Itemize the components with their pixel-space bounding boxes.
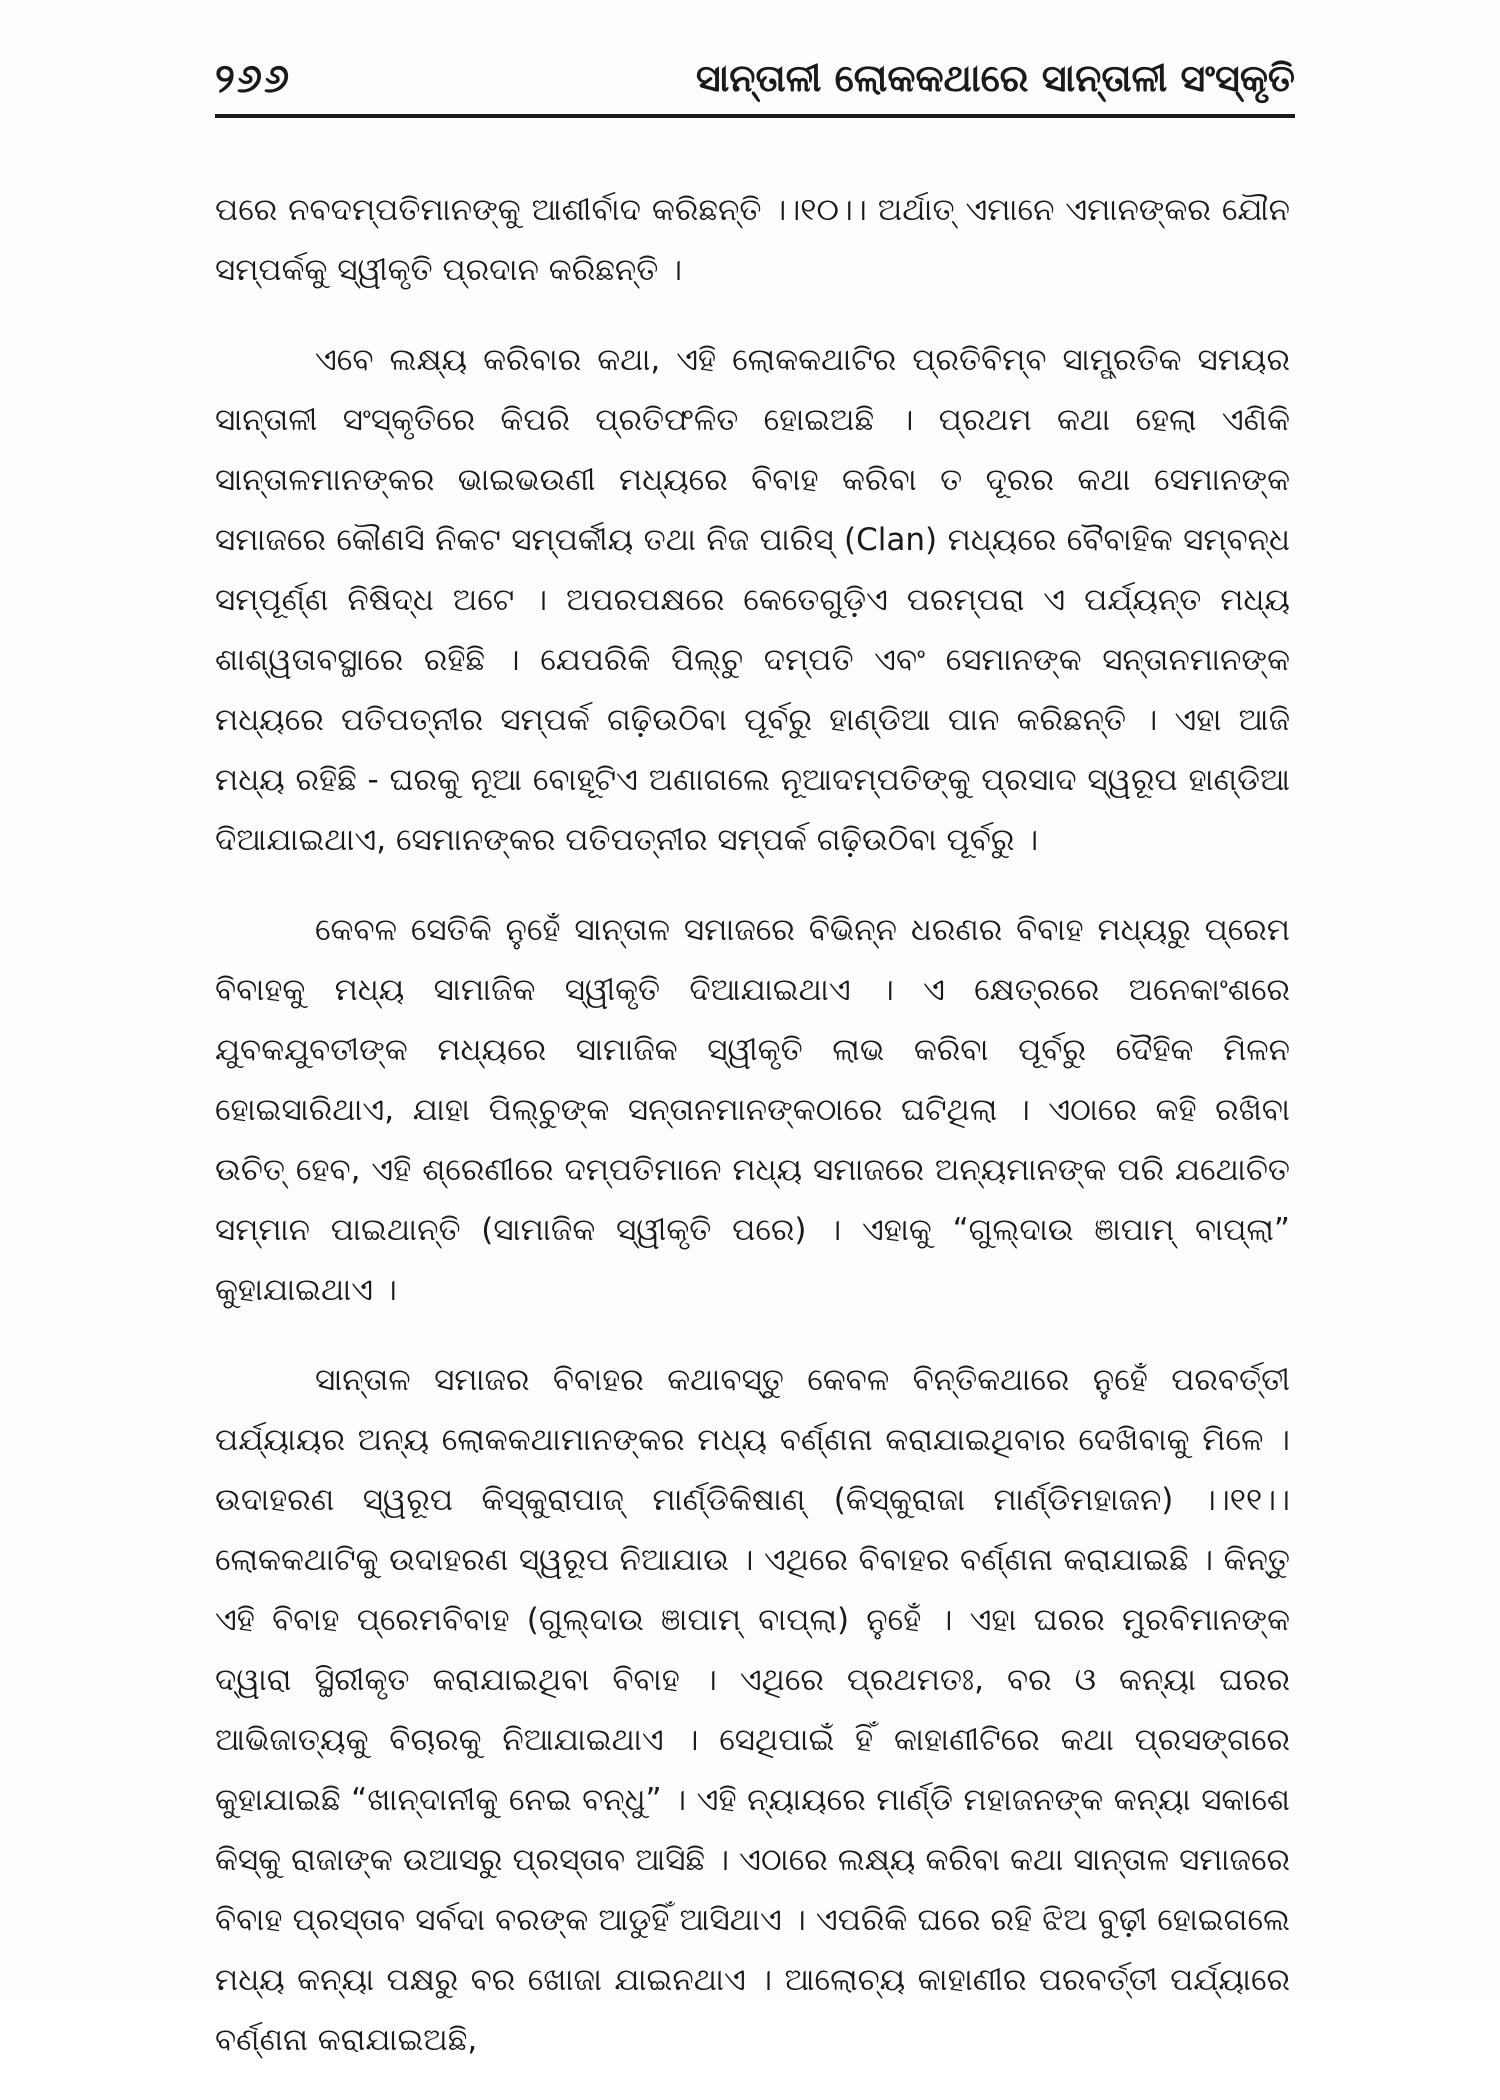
- paragraph-4: ସାନ୍ତାଳ ସମାଜର ବିବାହର କଥାବସ୍ତୁ କେବଳ ବିନ୍ତିକଥାରେ ନୁହେଁ ପରବର୍ତ୍ତୀ ପର୍ଯ୍ୟାୟର ଅନ୍ୟ ଲୋକକଥାମାନଙ୍କର ମଧ୍ୟ ବର୍ଣ୍ଣନା କରାଯାଇଥିବାର ଦେଖିବାକୁ ମିଳେ । ଉଦାହରଣ ସ୍ୱରୂପ କିସ୍କୁରାପାଜ୍ ମାର୍ଣ୍ଡିକିଷାଣ୍ (କିସ୍କୁରାଜା ମାର୍ଣ୍ଡିମହାଜନ) ।।୧୧।। ଲୋକକଥାଟିକୁ ଉଦାହରଣ ସ୍ୱରୂପ ନିଆଯାଉ । ଏଥିରେ ବିବାହର ବର୍ଣ୍ଣନା କରାଯାଇଛି । କିନ୍ତୁ ଏହି ବିବାହ ପ୍ରେମବିବାହ (ଗୁଲ୍‌ଦାଉ ଞାପାମ୍ ବାପ୍ଲା) ନୁହେଁ । ଏହା ଘରର ମୁରବିମାନଙ୍କ ଦ୍ୱାରା ସ୍ଥିରୀକୃତ କରାଯାଇଥିବା ବିବାହ । ଏଥିରେ ପ୍ରଥମତଃ, ବର ଓ କନ୍ୟା ଘରର ଆଭିଜାତ୍ୟକୁ ବିଚାରକୁ ନିଆଯାଇଥାଏ । ସେଥିପାଇଁ ହିଁ କାହାଣୀଟିରେ କଥା ପ୍ରସଙ୍ଗରେ କୁହାଯାଇଛି “ଖାନ୍‌ଦାନୀକୁ ନେଇ ବନ୍ଧୁ” । ଏହି ନ୍ୟାୟରେ ମାର୍ଣ୍ଡି ମହାଜନଙ୍କ କନ୍ୟା ସକାଶେ କିସ୍କୁ ରାଜାଙ୍କ ଉଆସରୁ ପ୍ରସ୍ତାବ ଆସିଛି । ଏଠାରେ ଲକ୍ଷ୍ୟ କରିବା କଥା ସାନ୍ତାଳ ସମାଜରେ ବିବାହ ପ୍ରସ୍ତାବ ସର୍ବଦା ବରଙ୍କ ଆଡୁହିଁ ଆସିଥାଏ । ଏପରିକି ଘରେ ରହି ଝିଅ ବୁଢ଼ୀ ହୋଇଗଲେ ମଧ୍ୟ କନ୍ୟା ପକ୍ଷରୁ ବର ଖୋଜା ଯାଇନଥାଏ । ଆଲୋଚ୍ୟ କାହାଣୀର ପରବର୍ତ୍ତୀ ପର୍ଯ୍ୟାରେ ବର୍ଣ୍ଣନା କରାଯାଇଅଛି,: [215, 1362, 1290, 2058]
- running-title: ସାନ୍ତାଳୀ ଲୋକକଥାରେ ସାନ୍ତାଳୀ ସଂସ୍କୃତି: [695, 56, 1295, 100]
- body-text: [215, 180, 1290, 2100]
- page-header: [215, 52, 1295, 122]
- paragraph-1: ପରେ ନବଦମ୍ପତିମାନଙ୍କୁ ଆଶୀର୍ବାଦ କରିଛନ୍ତି ।।୧୦।। ଅର୍ଥାତ୍ ଏମାନେ ଏମାନଙ୍କର ଯୌନ ସମ୍ପର୍କକୁ ସ୍ୱୀକୃତି ପ୍ରଦାନ କରିଛନ୍ତି ।: [215, 192, 1290, 288]
- paragraph-2: ଏବେ ଲକ୍ଷ୍ୟ କରିବାର କଥା, ଏହି ଲୋକକଥାଟିର ପ୍ରତିବିମ୍ବ ସାମ୍ପ୍ରତିକ ସମୟର ସାନ୍ତାଳୀ ସଂସ୍କୃତିରେ କିପରି ପ୍ରତିଫଳିତ ହୋଇଅଛି । ପ୍ରଥମ କଥା ହେଲା ଏଣିକି ସାନ୍ତାଳମାନଙ୍କର ଭାଇଭଉଣୀ ମଧ୍ୟରେ ବିବାହ କରିବା ତ ଦୂରର କଥା ସେମାନଙ୍କ ସମାଜରେ କୌଣସି ନିକଟ ସମ୍ପର୍କୀୟ ତଥା ନିଜ ପାରିସ୍ (Clan) ମଧ୍ୟରେ ବୈବାହିକ ସମ୍ବନ୍ଧ ସମ୍ପୂର୍ଣ୍ଣ ନିଷିଦ୍ଧ ଅଟେ । ଅପରପକ୍ଷରେ କେତେଗୁଡ଼ିଏ ପରମ୍ପରା ଏ ପର୍ଯ୍ୟନ୍ତ ମଧ୍ୟ ଶାଶ୍ୱତାବସ୍ଥାରେ ରହିଛି । ଯେପରିକି ପିଲ୍‌ଚୁ ଦମ୍ପତି ଏବଂ ସେମାନଙ୍କ ସନ୍ତାନମାନଙ୍କ ମଧ୍ୟରେ ପତିପତ୍ନୀର ସମ୍ପର୍କ ଗଢ଼ିଉଠିବା ପୂର୍ବରୁ ହାଣ୍ଡିଆ ପାନ କରିଛନ୍ତି । ଏହା ଆଜି ମଧ୍ୟ ରହିଛି - ଘରକୁ ନୂଆ ବୋହୂଟିଏ ଅଣାଗଲେ ନୂଆଦମ୍ପତିଙ୍କୁ ପ୍ରସାଦ ସ୍ୱରୂପ ହାଣ୍ଡିଆ ଦିଆଯାଇଥାଏ, ସେମାନଙ୍କର ପତିପତ୍ନୀର ସମ୍ପର୍କ ଗଢ଼ିଉଠିବା ପୂର୍ବରୁ ।: [215, 342, 1290, 858]
- page-number: ୨୬୬: [215, 56, 292, 102]
- header-divider: [215, 114, 1295, 118]
- paragraph-3: କେବଳ ସେତିକି ନୁହେଁ ସାନ୍ତାଳ ସମାଜରେ ବିଭିନ୍ନ ଧରଣର ବିବାହ ମଧ୍ୟରୁ ପ୍ରେମ ବିବାହକୁ ମଧ୍ୟ ସାମାଜିକ ସ୍ୱୀକୃତି ଦିଆଯାଇଥାଏ । ଏ କ୍ଷେତ୍ରରେ ଅନେକାଂଶରେ ଯୁବକଯୁବତୀଙ୍କ ମଧ୍ୟରେ ସାମାଜିକ ସ୍ୱୀକୃତି ଲାଭ କରିବା ପୂର୍ବରୁ ଦୈହିକ ମିଳନ ହୋଇସାରିଥାଏ, ଯାହା ପିଲ୍‌ଚୁଙ୍କ ସନ୍ତାନମାନଙ୍କଠାରେ ଘଟିଥିଲା । ଏଠାରେ କହି ରଖିବା ଉଚିତ୍ ହେବ, ଏହି ଶ୍ରେଣୀରେ ଦମ୍ପତିମାନେ ମଧ୍ୟ ସମାଜରେ ଅନ୍ୟମାନଙ୍କ ପରି ଯଥୋଚିତ ସମ୍ମାନ ପାଇଥାନ୍ତି (ସାମାଜିକ ସ୍ୱୀକୃତି ପରେ) । ଏହାକୁ “ଗୁଲ୍‌ଦାଉ ଞାପାମ୍ ବାପ୍ଲା” କୁହାଯାଇଥାଏ ।: [215, 912, 1290, 1308]
